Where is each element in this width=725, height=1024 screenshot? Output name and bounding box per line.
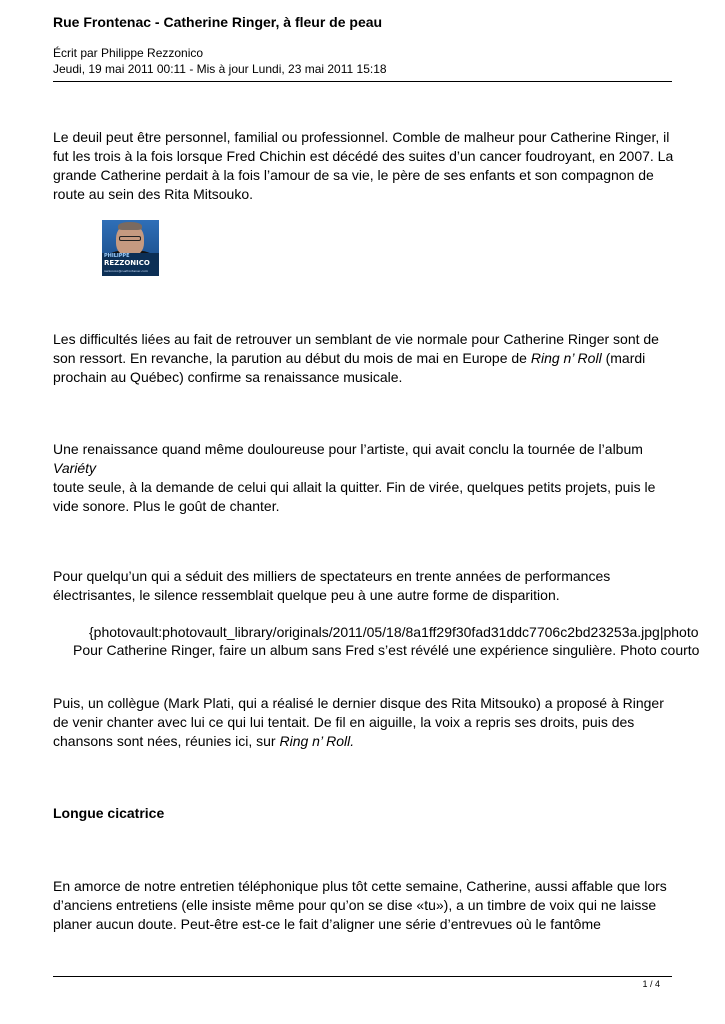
paragraph-3: Une renaissance quand même douloureuse pour l’artiste, qui avait conclu la tournée de l’album Variéty toute seule, à la demande de celui qui allait la quitter. Fin de virée, quelques petits projets, puis le vide sonore. Plus le goût de chanter. — [53, 441, 656, 514]
photo-caption: Pour Catherine Ringer, faire un album sans Fred s’est révélé une expérience singulière. Photo courto — [73, 642, 700, 658]
document-title: Rue Frontenac - Catherine Ringer, à fleur de peau — [53, 14, 383, 30]
paragraph-4: Pour quelqu’un qui a séduit des milliers de spectateurs en trente années de performances électrisantes, le silence ressemblait quelque peu à une autre forme de disparition. — [53, 568, 611, 603]
album-title-variety: Variéty — [53, 460, 97, 476]
paragraph-2: Les difficultés liées au fait de retrouver un semblant de vie normale pour Catherine Ringer sont de son ressort. En revanche, la parution au début du mois de mai en Europe de Ring n’ Roll (mardi prochain au Québec) confirme sa renaissance musicale. — [53, 331, 659, 385]
author-photo — [102, 220, 159, 276]
header-rule — [53, 81, 672, 82]
paragraph-6: En amorce de notre entretien téléphonique plus tôt cette semaine, Catherine, aussi affable que lors d’anciens entretiens (elle insiste même pour qu’on se dise «tu»), a un timbre de voix qui ne laisse planer aucun doute. Peut-être est-ce le fait d’aligner une série d’entrevues où le fantôme — [53, 878, 667, 932]
author-line: Écrit par Philippe Rezzonico — [53, 46, 204, 60]
photovault-code: {photovault:photovault_library/originals/2011/05/18/8a1ff29f30fad31ddc7706c2bd23253a.jpg|photo — [89, 624, 699, 640]
album-title-2: Ring n’ Roll. — [279, 733, 355, 749]
photo-email: rezzonico@ruefrontenac.com — [104, 269, 148, 273]
photo-name-main: REZZONICO — [104, 259, 150, 267]
date-line: Jeudi, 19 mai 2011 00:11 - Mis à jour Lundi, 23 mai 2011 15:18 — [53, 62, 387, 76]
album-title: Ring n’ Roll — [530, 350, 602, 366]
paragraph-5: Puis, un collègue (Mark Plati, qui a réalisé le dernier disque des Rita Mitsouko) a proposé à Ringer de venir chanter avec lui ce qui lui tentait. De fil en aiguille, la voix a repris ses droits, puis des chansons sont nées, réunies ici, sur Ring n’ Roll. — [53, 695, 664, 749]
footer-rule — [53, 976, 672, 977]
paragraph-1: Le deuil peut être personnel, familial ou professionnel. Comble de malheur pour Catherine Ringer, il fut les trois à la fois lorsque Fred Chichin est décédé des suites d’un cancer foudroyant, en 2007. La grande Catherine perdait à la fois l’amour de sa vie, le père de ses enfants et son compagnon de route au sein des Rita Mitsouko. — [53, 129, 674, 202]
photo-name-top: PHILIPPE — [104, 253, 130, 259]
page-number: 1 / 4 — [642, 979, 660, 989]
section-heading: Longue cicatrice — [53, 805, 165, 821]
